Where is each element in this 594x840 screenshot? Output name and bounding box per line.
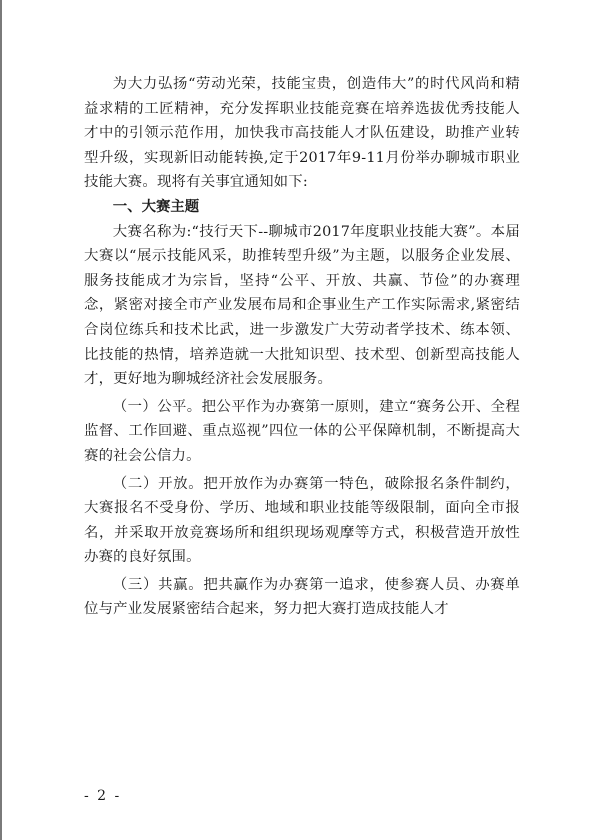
section-heading-theme: 一、大赛主题	[112, 198, 200, 215]
principle-win-win-paragraph: （三）共赢。把共赢作为办赛第一追求，使参赛人员、办赛单位与产业发展紧密结合起来，努力把大赛打造成技能人才	[84, 576, 520, 618]
intro-paragraph: 为大力弘扬“劳动光荣，技能宝贵，创造伟大”的时代风尚和精益求精的工匠精神，充分发挥职业技能竞赛在培养选拔优秀技能人才中的引领示范作用，加快我市高技能人才队伍建设，助推产业转型升级，实现新旧动能转换,定于2017年9-11月份举办聊城市职业技能大赛。现将有关事宜通知如下:	[84, 76, 520, 191]
theme-paragraph: 大赛名称为:“技行天下--聊城市2017年度职业技能大赛”。本届大赛以“展示技能风采，助推转型升级”为主题，以服务企业发展、服务技能成才为宗旨，坚持“公平、开放、共赢、节俭”的办赛理念，紧密对接全市产业发展布局和企事业生产工作实际需求,紧密结合岗位练兵和技术比武，进一步激发广大劳动者学技术、练本领、比技能的热情，培养造就一大批知识型、技术型、创新型高技能人才，更好地为聊城经济社会发展服务。	[84, 223, 520, 388]
principle-fairness-paragraph: （一）公平。把公平作为办赛第一原则，建立“赛务公开、全程监督、工作回避、重点巡视”四位一体的公平保障机制，不断提高大赛的社会公信力。	[84, 398, 520, 464]
document-body	[84, 72, 520, 622]
left-border-line	[0, 0, 2, 840]
page-number: - 2 -	[84, 788, 122, 804]
principle-openness-paragraph: （二）开放。把开放作为办赛第一特色，破除报名条件制约，大赛报名不受身份、学历、地域和职业技能等级限制，面向全市报名，并采取开放竞赛场所和组织现场观摩等方式，积极营造开放性办赛的良好氛围。	[84, 475, 520, 566]
